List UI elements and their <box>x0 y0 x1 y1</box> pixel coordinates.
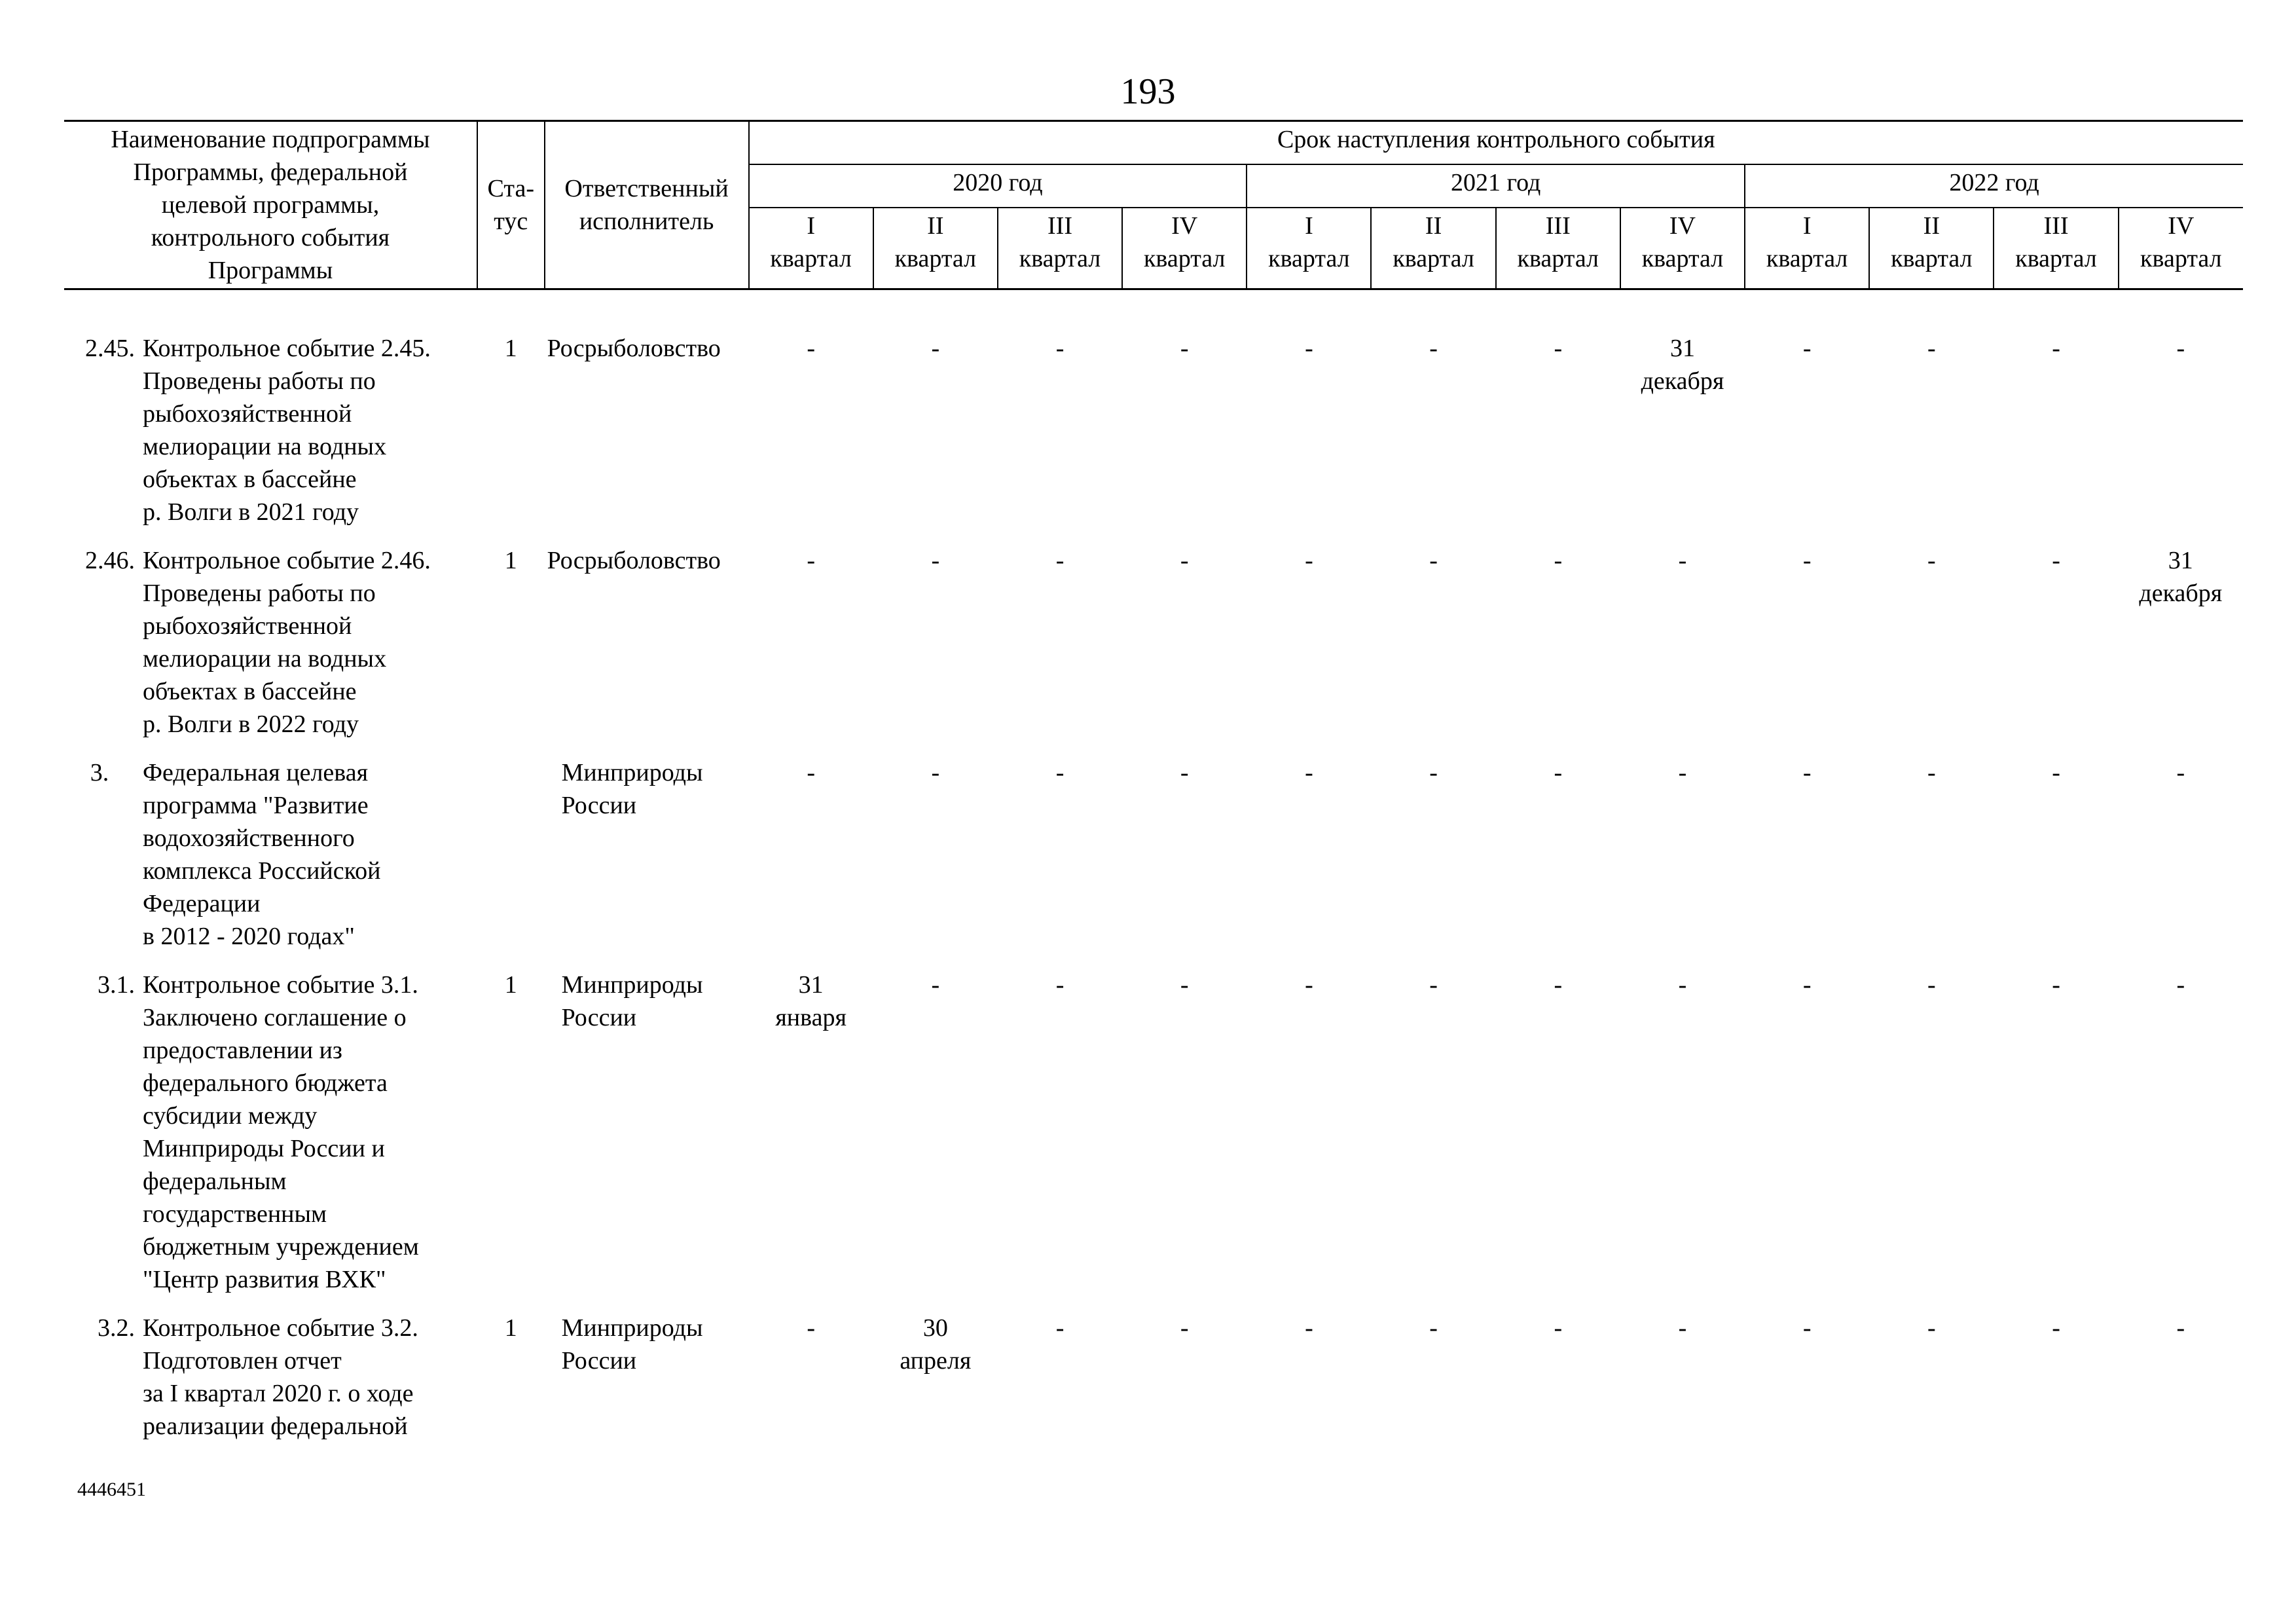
quarter-cell <box>1620 1312 1745 1458</box>
quarter-value: - <box>2176 1314 2185 1342</box>
quarter-value: - <box>1554 335 1563 362</box>
quarter-value: - <box>2176 335 2185 362</box>
quarter-cell <box>1122 544 1247 756</box>
quarter-cell <box>1371 969 1495 1312</box>
quarter-cell <box>998 969 1122 1312</box>
event-name-line: "Центр развития ВХК" <box>143 1266 386 1293</box>
quarter-cell <box>749 332 873 544</box>
document-code: 4446451 <box>77 1479 146 1500</box>
executor-line: Минприроды <box>561 971 703 999</box>
quarter-value: - <box>1927 1314 1936 1342</box>
quarter-value: - <box>931 971 940 999</box>
quarter-value: - <box>1305 335 1313 362</box>
quarter-cell <box>1869 332 1994 544</box>
control-events-table <box>64 120 2243 1458</box>
event-name <box>143 332 431 528</box>
quarter-cell <box>1620 544 1745 756</box>
quarter-value: - <box>931 335 940 362</box>
quarter-value: - <box>1055 335 1065 362</box>
quarter-cell <box>1122 332 1247 544</box>
quarter-cell <box>1371 544 1495 756</box>
quarter-value: - <box>1429 971 1438 999</box>
quarter-value: - <box>1927 547 1936 574</box>
event-name-line: Проведены работы по <box>143 367 376 395</box>
quarter-value: - <box>1802 971 1812 999</box>
quarter-value: - <box>1429 335 1438 362</box>
quarter-value: - <box>931 759 940 786</box>
quarter-value: - <box>1180 335 1189 362</box>
quarter-value: - <box>1055 759 1065 786</box>
event-name-line: мелиорации на водных <box>143 645 387 673</box>
quarter-cell <box>1745 756 1869 969</box>
header-quarter: I квартал <box>1247 208 1371 289</box>
quarter-cell <box>1247 544 1371 756</box>
quarter-value: - <box>1305 971 1313 999</box>
quarter-cell <box>1122 1312 1247 1458</box>
quarter-cell <box>2119 332 2243 544</box>
quarter-cell <box>998 332 1122 544</box>
executor-line: России <box>561 1004 637 1031</box>
quarter-cell <box>998 1312 1122 1458</box>
quarter-cell <box>749 756 873 969</box>
header-year-2020: 2020 год <box>749 164 1247 208</box>
quarter-value: - <box>2052 1314 2060 1342</box>
status-cell: 1 <box>504 1314 517 1342</box>
quarter-value: - <box>2052 759 2060 786</box>
quarter-value: - <box>1305 759 1313 786</box>
quarter-cell <box>1620 332 1745 544</box>
event-name-line: Проведены работы по <box>143 580 376 607</box>
status-cell <box>477 756 545 969</box>
quarter-value: - <box>2052 335 2060 362</box>
quarter-value: - <box>1927 971 1936 999</box>
event-name-line: водохозяйственного <box>143 824 355 852</box>
quarter-cell <box>1496 332 1620 544</box>
event-name-line: рыбохозяйственной <box>143 612 352 640</box>
quarter-cell <box>1994 756 2118 969</box>
quarter-cell <box>873 544 998 756</box>
quarter-value: - <box>807 547 815 574</box>
header-name-column: Наименование подпрограммы Программы, федеральной целевой программы, контрольного события Программы <box>64 121 477 289</box>
event-name-line: р. Волги в 2021 году <box>143 498 359 526</box>
event-number: 3.2. <box>98 1314 135 1342</box>
quarter-value: - <box>1802 335 1812 362</box>
quarter-value: - <box>2052 971 2060 999</box>
status-cell: 1 <box>504 335 517 362</box>
quarter-value: - <box>1429 1314 1438 1342</box>
quarter-value: - <box>1802 759 1812 786</box>
quarter-value: - <box>2176 759 2185 786</box>
quarter-value: 30 <box>922 1314 948 1342</box>
quarter-cell <box>1745 969 1869 1312</box>
quarter-cell <box>1994 969 2118 1312</box>
quarter-value: - <box>807 335 815 362</box>
quarter-value: - <box>1055 1314 1065 1342</box>
table-row <box>64 969 2243 1312</box>
event-name-cell <box>64 544 477 756</box>
event-name-cell <box>64 969 477 1312</box>
event-name <box>143 969 419 1296</box>
quarter-cell <box>873 332 998 544</box>
event-name-line: комплекса Российской <box>143 857 381 885</box>
event-name-line: Подготовлен отчет <box>143 1347 342 1375</box>
event-name-line: объектах в бассейне <box>143 466 357 493</box>
quarter-cell <box>1869 969 1994 1312</box>
quarter-value: - <box>1055 547 1065 574</box>
quarter-cell <box>1371 1312 1495 1458</box>
quarter-cell <box>1869 756 1994 969</box>
quarter-value: - <box>1180 759 1189 786</box>
status-cell: 1 <box>504 971 517 999</box>
table-row <box>64 756 2243 969</box>
quarter-cell <box>749 969 873 1312</box>
executor-line: России <box>561 792 637 819</box>
header-quarter: II квартал <box>1869 208 1994 289</box>
event-name-line: бюджетным учреждением <box>143 1233 419 1261</box>
table-header <box>64 121 2243 289</box>
quarter-cell <box>873 969 998 1312</box>
event-number: 2.45. <box>85 335 135 362</box>
event-name-line: федеральным <box>143 1168 287 1195</box>
event-name-line: р. Волги в 2022 году <box>143 710 359 738</box>
event-name-line: Контрольное событие 2.46. <box>143 547 431 574</box>
quarter-cell <box>2119 756 2243 969</box>
header-status-column: Ста- тус <box>477 121 545 289</box>
executor-line: Минприроды <box>561 1314 703 1342</box>
quarter-value: - <box>1678 547 1687 574</box>
quarter-cell <box>749 1312 873 1458</box>
header-quarter: III квартал <box>1496 208 1620 289</box>
header-quarter: II квартал <box>873 208 998 289</box>
event-name-line: Контрольное событие 2.45. <box>143 335 431 362</box>
executor-line: Росрыболовство <box>547 547 721 574</box>
quarter-value: - <box>1927 759 1936 786</box>
event-name <box>143 544 431 741</box>
status-cell: 1 <box>504 547 517 574</box>
event-name-line: Контрольное событие 3.1. <box>143 971 418 999</box>
quarter-cell <box>2119 969 2243 1312</box>
quarter-cell <box>998 544 1122 756</box>
quarter-value: - <box>1678 971 1687 999</box>
quarter-value: 31 <box>2168 547 2193 574</box>
quarter-value: декабря <box>1641 367 1724 395</box>
quarter-cell <box>1745 544 1869 756</box>
header-quarter: IV квартал <box>2119 208 2243 289</box>
quarter-cell <box>1994 544 2118 756</box>
quarter-value: - <box>1055 971 1065 999</box>
executor-cell <box>545 969 749 1312</box>
quarter-cell <box>1496 544 1620 756</box>
quarter-cell <box>749 544 873 756</box>
event-name-line: Минприроды России и <box>143 1135 385 1162</box>
event-name-line: рыбохозяйственной <box>143 400 352 428</box>
executor-line: Минприроды <box>561 759 703 786</box>
executor-line: Росрыболовство <box>547 335 721 362</box>
quarter-value: - <box>1429 547 1438 574</box>
header-quarter: III квартал <box>1994 208 2118 289</box>
quarter-cell <box>1371 332 1495 544</box>
quarter-cell <box>1620 969 1745 1312</box>
event-name-line: субсидии между <box>143 1102 318 1130</box>
quarter-cell <box>1869 544 1994 756</box>
event-name <box>143 1312 418 1443</box>
quarter-value: - <box>1927 335 1936 362</box>
executor-cell <box>545 756 749 969</box>
quarter-cell <box>998 756 1122 969</box>
header-quarter: IV квартал <box>1122 208 1247 289</box>
quarter-cell <box>2119 1312 2243 1458</box>
header-quarter: IV квартал <box>1620 208 1745 289</box>
quarter-value: - <box>2052 547 2060 574</box>
quarter-value: - <box>807 1314 815 1342</box>
quarter-value: - <box>1180 971 1189 999</box>
event-name-line: мелиорации на водных <box>143 433 387 460</box>
event-name <box>143 756 381 953</box>
quarter-cell <box>1994 1312 2118 1458</box>
quarter-value: - <box>931 547 940 574</box>
executor-line: России <box>561 1347 637 1375</box>
quarter-cell <box>1122 969 1247 1312</box>
quarter-value: - <box>1305 1314 1313 1342</box>
header-year-2022: 2022 год <box>1745 164 2243 208</box>
quarter-value: - <box>1554 971 1563 999</box>
quarter-cell <box>1247 969 1371 1312</box>
event-name-cell <box>64 756 477 969</box>
event-name-line: Контрольное событие 3.2. <box>143 1314 418 1342</box>
quarter-value: - <box>1180 1314 1189 1342</box>
quarter-cell <box>873 1312 998 1458</box>
quarter-cell <box>1745 1312 1869 1458</box>
quarter-cell <box>1745 332 1869 544</box>
event-name-line: объектах в бассейне <box>143 678 357 705</box>
quarter-value: - <box>1802 1314 1812 1342</box>
quarter-cell <box>1247 1312 1371 1458</box>
event-name-line: государственным <box>143 1200 327 1228</box>
event-number: 3. <box>90 759 109 786</box>
quarter-cell <box>1122 756 1247 969</box>
table-body <box>64 289 2243 1459</box>
quarter-value: - <box>1678 759 1687 786</box>
quarter-value: - <box>1678 1314 1687 1342</box>
header-quarter: II квартал <box>1371 208 1495 289</box>
event-name-line: Федерации <box>143 890 261 917</box>
quarter-value: - <box>1554 547 1563 574</box>
quarter-value: января <box>775 1004 847 1031</box>
header-quarter: I квартал <box>1745 208 1869 289</box>
executor-cell <box>545 332 749 544</box>
header-year-2021: 2021 год <box>1247 164 1745 208</box>
quarter-cell <box>1247 756 1371 969</box>
event-number: 2.46. <box>85 547 135 574</box>
quarter-cell <box>1994 332 2118 544</box>
quarter-cell <box>1496 1312 1620 1458</box>
quarter-value: 31 <box>1669 335 1695 362</box>
header-executor-column: Ответственный исполнитель <box>545 121 749 289</box>
event-name-line: за I квартал 2020 г. о ходе <box>143 1380 414 1407</box>
quarter-cell <box>1496 756 1620 969</box>
quarter-value: декабря <box>2139 580 2223 607</box>
quarter-value: - <box>2176 971 2185 999</box>
event-name-line: в 2012 - 2020 годах" <box>143 923 355 950</box>
executor-cell <box>545 1312 749 1458</box>
quarter-value: - <box>1429 759 1438 786</box>
quarter-value: - <box>1554 1314 1563 1342</box>
quarter-cell <box>1247 332 1371 544</box>
event-name-cell <box>64 1312 477 1458</box>
quarter-cell <box>1620 756 1745 969</box>
quarter-cell <box>1869 1312 1994 1458</box>
header-quarter: III квартал <box>998 208 1122 289</box>
quarter-cell <box>873 756 998 969</box>
page-number: 193 <box>1120 71 1176 112</box>
quarter-value: - <box>1305 547 1313 574</box>
quarter-cell <box>1496 969 1620 1312</box>
event-name-line: предоставлении из <box>143 1037 342 1064</box>
header-quarter: I квартал <box>749 208 873 289</box>
executor-cell <box>545 544 749 756</box>
quarter-value: - <box>1802 547 1812 574</box>
quarter-value: - <box>1180 547 1189 574</box>
event-number: 3.1. <box>98 971 135 999</box>
table-row <box>64 332 2243 544</box>
quarter-value: апреля <box>900 1347 972 1375</box>
table-row <box>64 544 2243 756</box>
event-name-line: Федеральная целевая <box>143 759 369 786</box>
table-row <box>64 1312 2243 1458</box>
event-name-cell <box>64 332 477 544</box>
header-deadline: Срок наступления контрольного события <box>749 121 2243 164</box>
quarter-cell <box>1371 756 1495 969</box>
quarter-value: - <box>807 759 815 786</box>
event-name-line: федерального бюджета <box>143 1069 388 1097</box>
event-name-line: реализации федеральной <box>143 1412 408 1440</box>
event-name-line: Заключено соглашение о <box>143 1004 407 1031</box>
quarter-cell <box>2119 544 2243 756</box>
quarter-value: - <box>1554 759 1563 786</box>
event-name-line: программа "Развитие <box>143 792 369 819</box>
quarter-value: 31 <box>798 971 824 999</box>
